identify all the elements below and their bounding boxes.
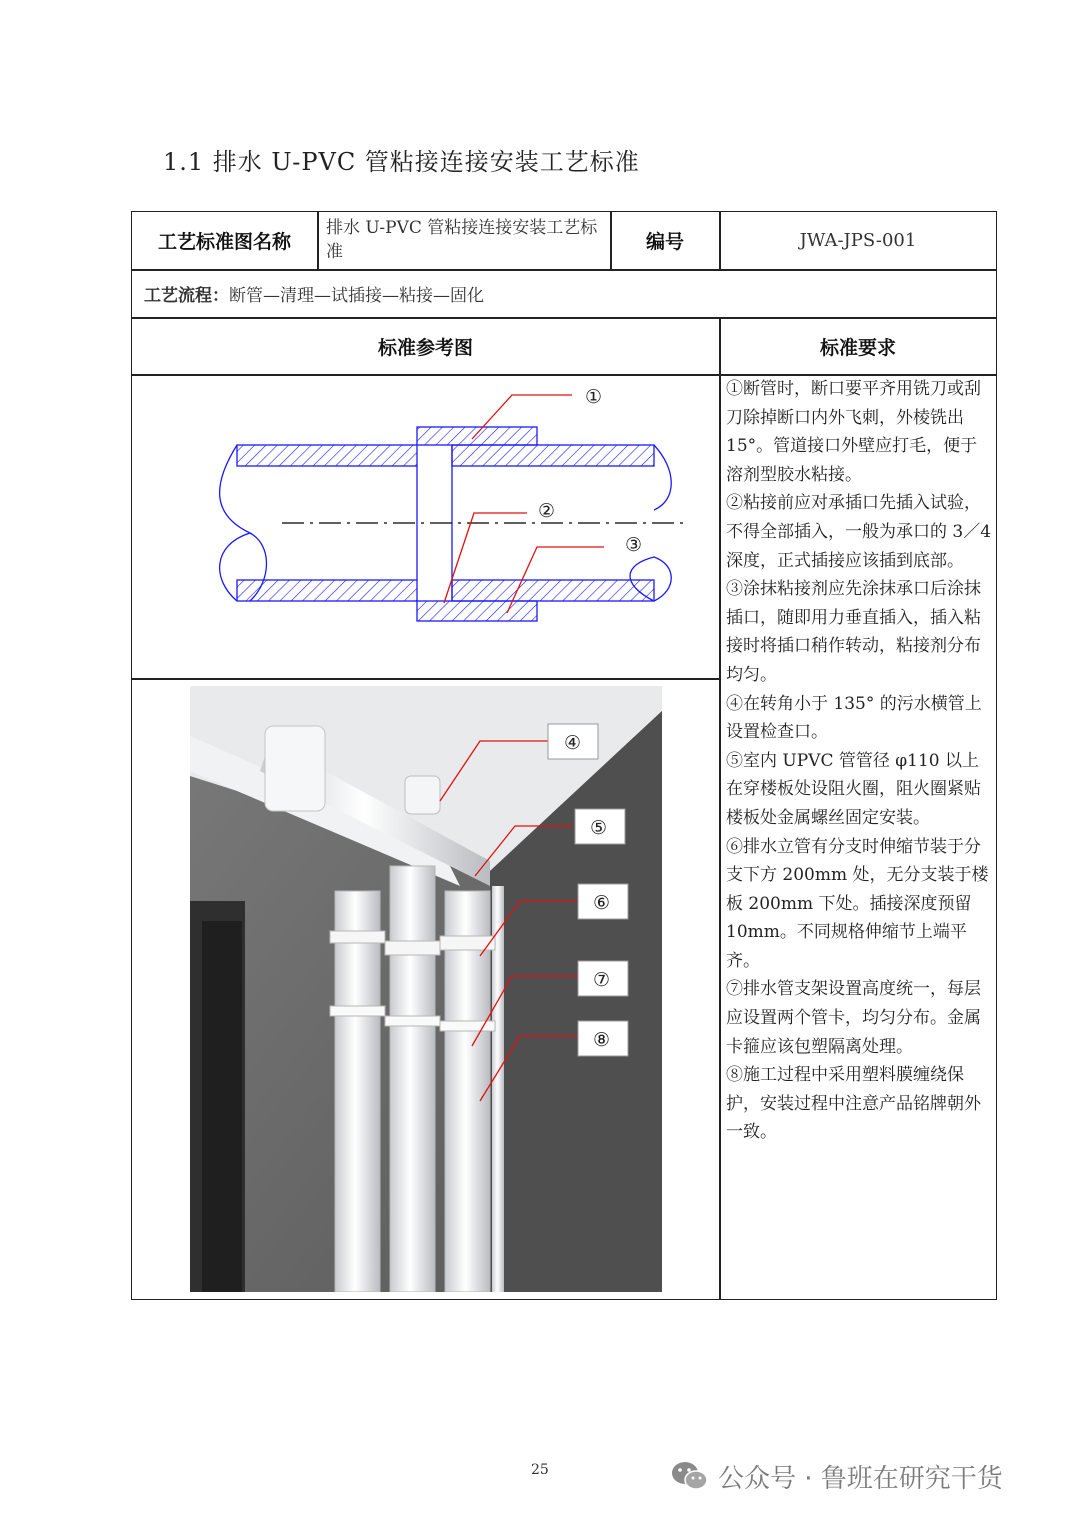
name-value: 排水 U-PVC 管粘接连接安装工艺标准 <box>326 218 598 262</box>
photo-label-8: ⑧ <box>593 1029 611 1051</box>
vertical-pipes <box>330 866 495 1292</box>
flow-label: 工艺流程： <box>144 286 229 306</box>
flow-value: 断管—清理—试插接—粘接—固化 <box>229 286 484 306</box>
installation-photo <box>190 686 662 1292</box>
watermark-text: 公众号 · 鲁班在研究干货 <box>718 1463 1003 1494</box>
section-title: 1.1 排水 U-PVC 管粘接连接安装工艺标准 <box>163 148 640 176</box>
name-label: 工艺标准图名称 <box>157 231 291 253</box>
photo-label-6: ⑥ <box>593 892 611 914</box>
socket-joint-diagram <box>132 375 719 678</box>
process-flow <box>132 270 996 317</box>
requirement-item: ③涂抹粘接剂应先涂抹承口后涂抹插口，随即用力垂直插入，插入粘接时将插口稍作转动，粘接剂分布均匀。 <box>726 579 981 685</box>
diagram-label-1: ① <box>585 386 603 408</box>
code-label: 编号 <box>645 231 684 253</box>
photo-label-7: ⑦ <box>593 969 611 991</box>
watermark <box>670 1456 1003 1496</box>
requirement-item: ④在转角小于 135° 的污水横管上设置检查口。 <box>726 693 982 743</box>
pipe-right-end <box>654 445 671 510</box>
pipe-left-end <box>220 445 250 601</box>
process-standard-table <box>131 211 997 1300</box>
code-value: JWA-JPS-001 <box>799 230 917 251</box>
requirement-item: ⑦排水管支架设置高度统一，每层应设置两个管卡，均匀分布。金属卡箍应该包塑隔离处理。 <box>726 979 981 1057</box>
photo-label-5: ⑤ <box>590 817 608 839</box>
requirements-list <box>726 375 992 1147</box>
requirements-header: 标准要求 <box>819 336 896 359</box>
requirement-item: ①断管时，断口要平齐用铣刀或刮刀除掉断口内外飞刺，外棱铣出 15°。管道接口外壁应打毛，便于溶剂型胶水粘接。 <box>726 379 981 485</box>
requirement-item: ⑧施工过程中采用塑料膜缠绕保护，安装过程中注意产品铭牌朝外一致。 <box>726 1065 981 1143</box>
requirement-item: ⑤室内 UPVC 管管径 φ110 以上在穿楼板处设阻火圈，阻火圈紧贴楼板处金属螺丝固定安装。 <box>726 750 981 828</box>
requirement-item: ⑥排水立管有分支时伸缩节装于分支下方 200mm 处，无分支装于楼板 200mm 下处。插接深度预留 10mm。不同规格伸缩节上端平齐。 <box>726 836 989 971</box>
diagram-label-3: ③ <box>625 534 643 556</box>
photo-label-4: ④ <box>564 732 582 754</box>
requirement-item: ②粘接前应对承插口先插入试验，不得全部插入，一般为承口的 3／4 深度，正式插接应该插到底部。 <box>726 493 992 571</box>
ref-figure-header: 标准参考图 <box>377 336 473 359</box>
diagram-label-2: ② <box>538 500 556 522</box>
page-number: 25 <box>531 1462 549 1478</box>
wechat-icon <box>670 1459 710 1493</box>
